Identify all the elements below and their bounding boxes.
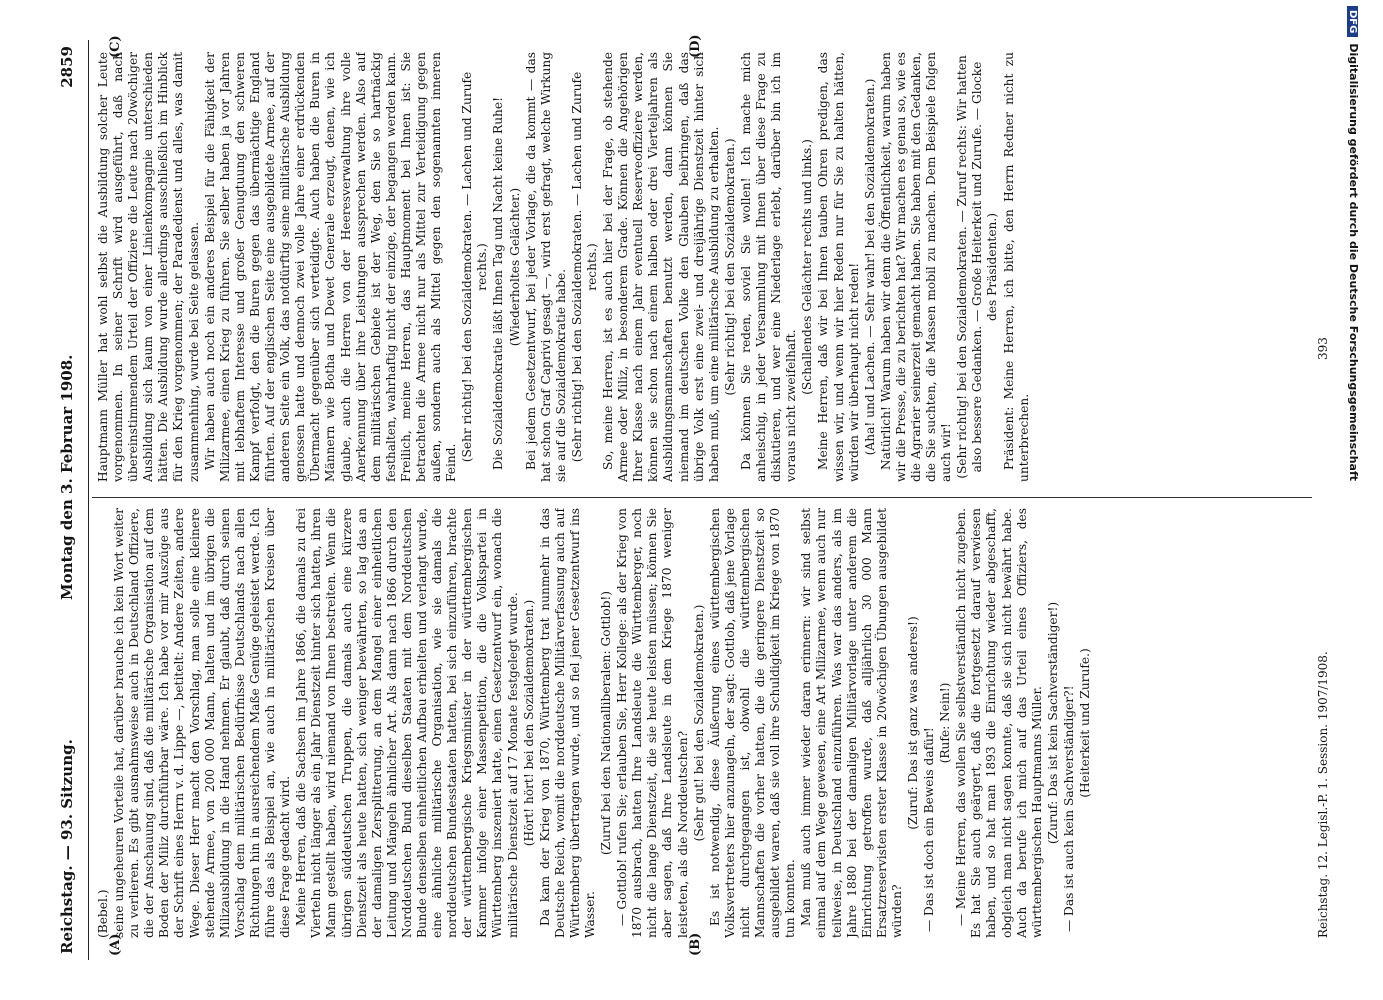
margin-marker-b: (B) [688, 932, 703, 956]
paragraph: Hauptmann Müller hat wohl selbst die Ausbildung solcher Leute vorgenommen. In seiner Schrift wird ausgeführt, daß nach übereinstimmendem Urteil der Offiziere die Leute nach 20wöchiger Ausbildung sich kaum von einer Linienkompagnie unterschieden hätten. Die Ausbildung wurde allerdings ausschließlich im Hinblick für den Krieg vorgenommen; der Paradedienst und alles, was damit zusammenhing, wurde bei Seite gelassen. [96, 52, 201, 482]
paragraph: Meine Herren, daß wir bei Ihnen tauben Ohren predigen, das wissen wir, und wenn wir hier Reden nur für Sie zu halten hätten, würden wir überhaupt nicht reden! [816, 52, 861, 482]
paragraph: Präsident: Meine Herren, ich bitte, den Herrn Redner nicht zu unterbrechen. [1001, 52, 1031, 482]
rotated-page [48, 34, 1330, 960]
paragraph: Man muß auch immer wieder daran erinnern: wir sind selbst einmal auf dem Wege gewesen, eine Art Milizarmee, wenn auch nur teilweise, in Deutschland einzuführen. Was war das anders, als im Jahre 1880 bei der damaligen Militärvorlage unter anderem die Einrichtung getroffen wurde, daß alljährlich 30 000 Mann Ersatzreservisten erster Klasse in 20wöchigen Übungen ausgebildet würden? [799, 508, 904, 938]
left-text-column [96, 508, 1311, 938]
paragraph: (Aha! und Lachen. — Sehr wahr! bei den Sozialdemokraten.) [862, 78, 877, 456]
page-footer: Reichstag. 12. Legisl.-P. 1. Session. 1907/1908. [1316, 651, 1330, 938]
paragraph: Die Sozialdemokratie läßt Ihnen Tag und Nacht keine Ruhe! [491, 96, 506, 470]
paragraph: — Das ist auch kein Sachverständiger?! [1061, 685, 1076, 932]
dfg-logo-icon: DFG [1347, 6, 1358, 37]
right-text-column [96, 52, 1311, 482]
paragraph: Es ist notwendig, diese Äußerung eines württembergischen Volksvertreters hier anzunageln, der sagt: Gottlob, daß jene Vorlage nicht durchgegangen ist, obwohl die württembergischen Mannschaften die vorher hatten, die die geringere Dienstzeit so ausgebildet waren, daß sie voll ihre Schuldigkeit im Kriege von 1870 tun konnten. [707, 508, 798, 938]
margin-marker-d: (D) [688, 34, 703, 58]
paragraph: Meine Herren, daß die Sachsen im Jahre 1866, die damals zu drei Vierteln nicht länger als ein Jahr Dienstzeit hinter sich hatten, ihren Mann gestellt haben, wird niemand von Ihnen bestreiten. Wenn die übrigen süddeutschen Truppen, die damals auch eine kürzere Dienstzeit als heute hatten, sich weniger bewährten, so lag das an der damaligen Zersplitterung, an dem Mangel einer einheitlichen Leitung und Mängeln ähnlicher Art. Als dann nach 1866 durch den Norddeutschen Bund dieselben Staaten mit dem Norddeutschen Bunde denselben einheitlichen Aufbau erhielten und verlangt wurde, eine ähnliche militärische Organisation, wie sie damals die norddeutschen Bundesstaaten hatten, bei sich einzuführen, brachte der württembergische Kriegsminister in der württembergischen Kammer infolge einer Massenpetition, die die Volkspartei in Württemberg inszeniert hatte, einen Gesetzentwurf ein, wonach die militärische Dienstzeit auf 17 Monate festgelegt wurde. [294, 508, 520, 938]
paragraph: So, meine Herren, ist es auch hier bei der Frage, ob stehende Armee oder Miliz, in besonderem Grade. Können die Angehörigen Ihrer Klasse nach einem Jahr eventuell Reserveoffiziere werden, können sie schon nach einem halben oder drei Vierteljahren als Ausbildungsmannschaften benutzt werden, dann können Sie niemand im deutschen Volke den Glauben beibringen, daß das übrige Volk erst eine zwei- und dreijährige Dienstzeit hinter sich haben muß, um eine militärische Ausbildung zu erhalten. [601, 52, 721, 482]
paragraph: — Meine Herren, das wollen Sie selbstverständlich nicht zugeben. Es hat Sie auch geärgert, daß die fortgesetzt darauf verwiesen haben, und so hat man 1893 die Einrichtung wieder abgeschafft, obgleich man nicht sagen konnte, daß sie sich nicht bewährt habe. Auch da berufe ich mich auf das Urteil eines Offiziers, des württembergischen Hauptmanns Müller. [954, 508, 1044, 938]
paragraph: (Sehr richtig! bei den Sozialdemokraten. — Zuruf rechts: Wir hatten also bessere Gedanken. — Große Heiterkeit und Zurufe. — Glocke des Präsidenten.) [955, 55, 1000, 479]
paragraph: — Gottlob! rufen Sie; erlauben Sie, Herr Kollege: als der Krieg von 1870 ausbrach, hatten Ihre Landsleute die Württemberger, noch nicht die lange Dienstzeit, die sie heute leisten müssen; können Sie aber sagen, daß Ihre Landsleute in dem Kriege 1870 weniger leisteten, als die Norddeutschen? [615, 508, 690, 938]
paragraph: (Sehr richtig! bei den Sozialdemokraten.) [722, 138, 737, 396]
digitization-credit [1340, 6, 1360, 996]
header-date: Montag den 3. Februar 1908. [58, 354, 76, 600]
archive-page-number: 393 [1316, 337, 1330, 360]
header-session: Reichstag. — 93. Sitzung. [58, 739, 76, 954]
header-page-number: 2859 [58, 46, 76, 88]
margin-marker-c: (C) [108, 35, 123, 58]
paragraph: seine ungeheuren Vorteile hat, darüber brauche ich kein Wort weiter zu verlieren. Es gibt ausnahmsweise auch in Deutschland Offiziere, die der Anschauung sind, daß die militärische Organisation auf dem Boden der Miliz durchführbar wäre. Ich habe vor mir Auszüge aus der Schrift eines Herrn v. d. Lippe —, betitelt: Andere Zeiten, andere Wege. Dieser Herr macht den Vorschlag, man solle eine kleinere stehende Armee, von 200 000 Mann, halten und im übrigen die Milizausbildung in die Hand nehmen. Er glaubt, daß durch seinen Vorschlag dem militärischen Bedürfnisse Deutschlands nach allen Richtungen hin in ausreichendem Maße Genüge geleistet werde. Ich führe das als Beispiel an, wie auch in militärischen Kreisen über diese Frage gedacht wird. [112, 508, 293, 938]
paragraph: (Zuruf: Das ist ganz was anderes!) [905, 616, 920, 830]
paragraph: Wir haben auch noch ein anderes Beispiel für die Fähigkeit der Milizarmee, einen Krieg zu führen. Sie selber haben ja vor Jahren mit lebhaftem Interesse und großer Genugtuung den schweren Kampf verfolgt, den die Buren gegen das übermächtige England führten. Auf der englischen Seite eine ausgebildete Armee, auf der anderen Seite ein Volk, das notdürftig seine militärische Ausbildung genossen hatte und dennoch zwei volle Jahre einer erdrückenden Übermacht gegenüber sich verteidigte. Auch haben die Buren in Männern wie Botha und Dewet Generale erzeugt, denen, wie ich glaube, auch die Herren von der Heeresverwaltung ihre volle Anerkennung über ihre Leistungen aussprechen werden. Also auf dem militärischen Gebiete ist der Weg, den Sie so hartnäckig festhalten, wahrhaftig nicht der einzige, der begangen werden kann. Freilich, meine Herren, das Hauptmoment bei Ihnen ist: Sie betrachten die Armee nicht nur als Mittel zur Verteidigung gegen außen, sondern auch als Mittel gegen den sogenannten inneren Feind. [202, 52, 459, 482]
column-divider [92, 497, 1312, 498]
paragraph: (Hört! hört! bei den Sozialdemokraten.) [521, 599, 536, 847]
paragraph: (Rufe: Nein!) [938, 682, 953, 764]
margin-marker-a: (A) [108, 933, 123, 956]
paragraph: (Sehr gut! bei den Sozialdemokraten.) [691, 604, 706, 842]
paragraph: Da können Sie reden, soviel Sie wollen! Ich mache mich anheischig, in jeder Versammlung mit Ihnen über diese Frage zu diskutieren, und wer eine Niederlage erlebt, darüber bin ich im voraus nicht zweifelhaft. [738, 52, 799, 482]
paragraph: (Bebel.) [96, 889, 110, 938]
paragraph: (Sehr richtig! bei den Sozialdemokraten. — Lachen und Zurufe rechts.) [569, 71, 599, 463]
paragraph: Da kam der Krieg von 1870, Württemberg trat nunmehr in das Deutsche Reich, womit die norddeutsche Militärverfassung auch auf Württemberg übertragen wurde, und so fiel jener Gesetzentwurf ins Wasser. [537, 508, 597, 938]
paragraph: (Zuruf: Das ist kein Sachverständiger!) [1045, 601, 1060, 845]
paragraph: — Das ist doch ein Beweis dafür! [922, 727, 937, 932]
paragraph: Bei jedem Gesetzentwurf, bei jeder Vorlage, die da kommt — das hat schon Graf Caprivi gesagt —, wird erst gefragt, welche Wirkung sie auf die Sozialdemokratie habe. [523, 52, 568, 482]
paragraph: (Schallendes Gelächter rechts und links.) [800, 139, 815, 395]
paragraph: (Sehr richtig! bei den Sozialdemokraten. — Lachen und Zurufe rechts.) [460, 71, 490, 463]
paragraph: Natürlich! Warum haben wir denn die Öffentlichkeit, warum haben wir die Presse, die zu berichten hat? Wir machen es genau so, wie es die Agrarier seinerzeit gemacht haben. Sie haben mit den Gedanken, die Sie suchten, die Massen mobil zu machen. Dem Beispiele folgen auch wir! [878, 52, 954, 482]
paragraph: (Heiterkeit und Zurufe.) [1078, 648, 1092, 798]
page-header [48, 40, 89, 960]
digitization-credit-text: Digitalisierung gefördert durch die Deutsche Forschungsgemeinschaft [1347, 43, 1360, 482]
paragraph: (Wiederholtes Gelächter.) [507, 187, 522, 347]
paragraph: (Zuruf bei den Nationalliberalen: Gottlob!) [599, 590, 614, 856]
